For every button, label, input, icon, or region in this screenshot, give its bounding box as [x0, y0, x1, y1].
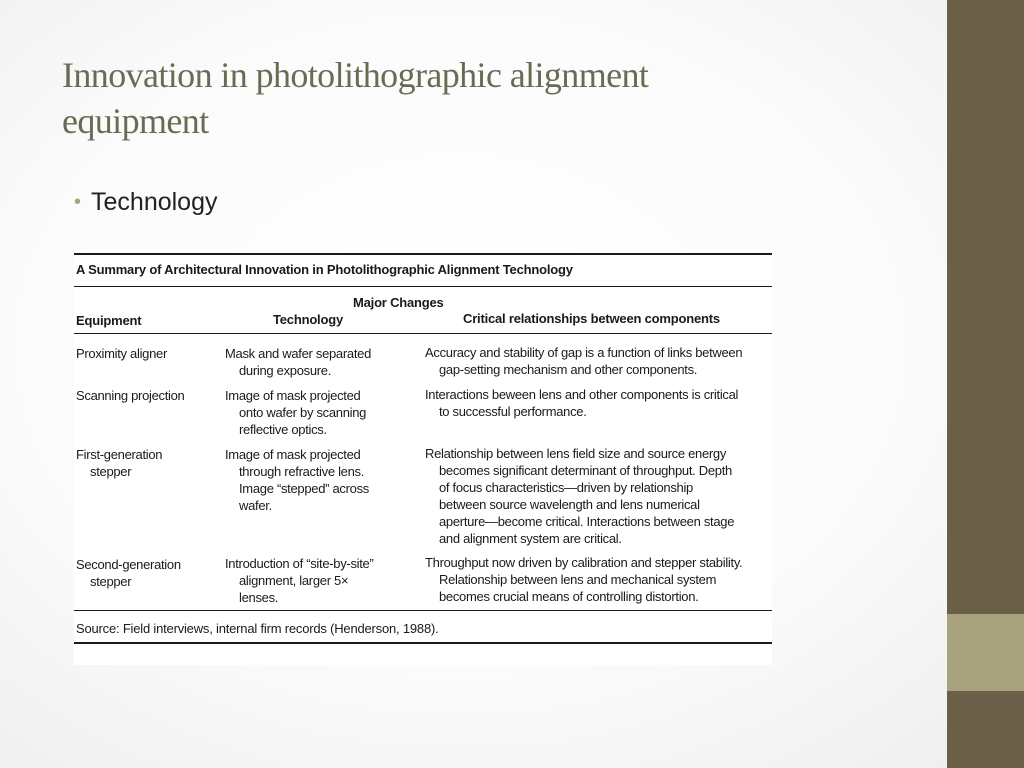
- row-3-equipment: First-generation stepper: [76, 447, 163, 479]
- row-1-critical: Accuracy and stability of gap is a function of links between gap-setting mechanism and other components.: [425, 345, 743, 377]
- slide-title: [62, 52, 922, 144]
- slide-title-line-1: Innovation in photolithographic alignment: [62, 55, 649, 95]
- group-header: Major Changes: [353, 295, 444, 310]
- row-2-technology: Image of mask projected onto wafer by scanning reflective optics.: [225, 388, 367, 437]
- column-header-critical: Critical relationships between components: [463, 311, 720, 326]
- row-4-equipment: Second-generation stepper: [76, 557, 181, 589]
- table-caption: A Summary of Architectural Innovation in Photolithographic Alignment Technology: [76, 262, 573, 277]
- column-header-technology: Technology: [273, 312, 343, 327]
- row-4-technology: Introduction of “site-by-site” alignment, larger 5× lenses.: [225, 556, 374, 605]
- row-4-critical: Throughput now driven by calibration and stepper stability. Relationship between lens and mechanical system becomes crucial means of controlling distortion.: [425, 555, 743, 604]
- row-2-critical: Interactions beween lens and other components is critical to successful performance.: [425, 387, 739, 419]
- table-rule-bottom: [74, 642, 772, 644]
- row-1-technology: Mask and wafer separated during exposure.: [225, 346, 371, 378]
- row-2-equipment: Scanning projection: [76, 388, 185, 403]
- slide-title-line-2: equipment: [62, 101, 209, 141]
- row-3-technology: Image of mask projected through refractive lens. Image “stepped” across wafer.: [225, 447, 369, 513]
- bullet-dot-icon: •: [74, 191, 82, 213]
- sidebar-accent-block: [947, 614, 1024, 691]
- row-3-critical: Relationship between lens field size and source energy becomes significant determinant of throughput. Depth of focus characteristics—driven by relationship between source wavelength and lens numerical aperture—become critical. Interactions between stage and alignment system are critical.: [425, 446, 735, 546]
- table-rule-header: [74, 333, 772, 334]
- table-rule-caption: [74, 286, 772, 287]
- table-rule-body: [74, 610, 772, 611]
- bullet-item: [74, 188, 218, 217]
- summary-table: [74, 250, 772, 665]
- bullet-text: Technology: [91, 188, 218, 216]
- column-header-equipment: Equipment: [76, 313, 142, 328]
- row-1-equipment: Proximity aligner: [76, 346, 167, 361]
- table-rule-top: [74, 253, 772, 255]
- table-source: Source: Field interviews, internal firm records (Henderson, 1988).: [76, 621, 439, 636]
